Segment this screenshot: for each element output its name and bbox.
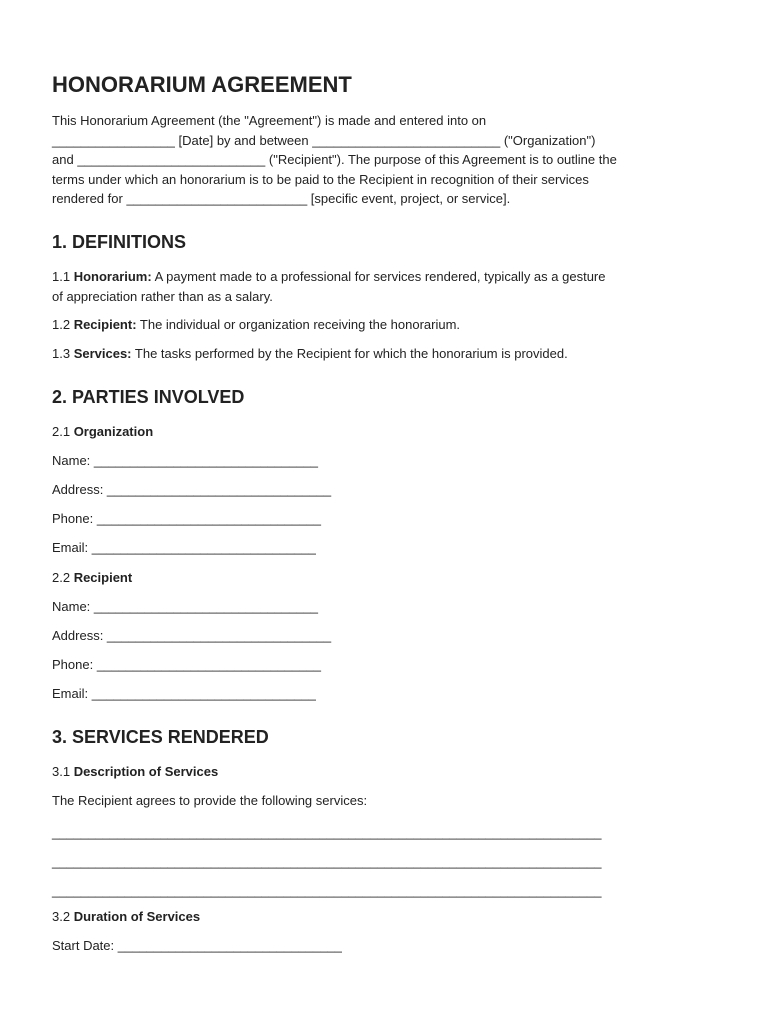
- intro-line-4: terms under which an honorarium is to be paid to the Recipient in recognition of their services: [52, 171, 589, 187]
- description-subheading: 3.1 Description of Services: [52, 764, 219, 779]
- services-blank-line-1[interactable]: ____________________________________________________________________________: [52, 825, 602, 840]
- date-blank[interactable]: _________________: [52, 132, 175, 148]
- intro-line-2: _________________ [Date] by and between __________________________ ("Organization"): [52, 132, 596, 148]
- services-intro: The Recipient agrees to provide the following services:: [52, 793, 368, 808]
- parties-heading: 2. PARTIES INVOLVED: [52, 387, 245, 407]
- organization-email-row: Email: _______________________________: [52, 540, 316, 555]
- services-heading: 3. SERVICES RENDERED: [52, 727, 269, 747]
- recipient-blank[interactable]: __________________________: [77, 152, 266, 167]
- recipient-subheading: 2.2 Recipient: [52, 570, 133, 585]
- recipient-address-row: Address: _______________________________: [52, 628, 332, 643]
- event-blank[interactable]: _________________________: [126, 191, 308, 206]
- document-title: HONORARIUM AGREEMENT: [52, 72, 352, 97]
- intro-line-1: This Honorarium Agreement (the "Agreement") is made and entered into on: [52, 113, 487, 128]
- organization-email-field[interactable]: _______________________________: [91, 540, 316, 555]
- recipient-email-row: Email: _______________________________: [52, 686, 316, 701]
- organization-name-field[interactable]: _______________________________: [93, 453, 319, 468]
- intro-paragraph: [52, 111, 617, 209]
- recipient-email-field[interactable]: _______________________________: [91, 686, 316, 701]
- definitions-heading: 1. DEFINITIONS: [52, 232, 187, 252]
- definition-services: 1.3 Services: The tasks performed by the Recipient for which the honorarium is provided.: [52, 346, 568, 361]
- intro-line-3: and __________________________ ("Recipient"). The purpose of this Agreement is to outline the: [52, 152, 617, 167]
- organization-name-row: Name: _______________________________: [52, 453, 319, 468]
- organization-blank[interactable]: __________________________: [312, 132, 501, 148]
- organization-phone-field[interactable]: _______________________________: [96, 511, 321, 526]
- definition-honorarium: 1.1 Honorarium: A payment made to a professional for services rendered, typically as a gesture of appreciation rather than as a salary.: [52, 269, 606, 304]
- recipient-address-field[interactable]: _______________________________: [106, 628, 332, 643]
- duration-subheading: 3.2 Duration of Services: [52, 909, 201, 924]
- intro-line-5: rendered for _________________________ [specific event, project, or service].: [52, 191, 511, 206]
- definition-recipient: 1.2 Recipient: The individual or organization receiving the honorarium.: [52, 317, 461, 332]
- recipient-name-row: Name: _______________________________: [52, 599, 319, 614]
- services-blank-line-3[interactable]: ____________________________________________________________________________: [52, 883, 602, 898]
- recipient-name-field[interactable]: _______________________________: [93, 599, 319, 614]
- recipient-phone-field[interactable]: _______________________________: [96, 657, 321, 672]
- organization-subheading: 2.1 Organization: [52, 424, 154, 439]
- start-date-field[interactable]: _______________________________: [117, 938, 342, 953]
- organization-phone-row: Phone: _______________________________: [52, 511, 321, 526]
- organization-address-field[interactable]: _______________________________: [106, 482, 332, 497]
- organization-address-row: Address: _______________________________: [52, 482, 332, 497]
- services-blank-line-2[interactable]: ____________________________________________________________________________: [52, 854, 602, 869]
- start-date-row: Start Date: _______________________________: [52, 938, 342, 953]
- recipient-phone-row: Phone: _______________________________: [52, 657, 321, 672]
